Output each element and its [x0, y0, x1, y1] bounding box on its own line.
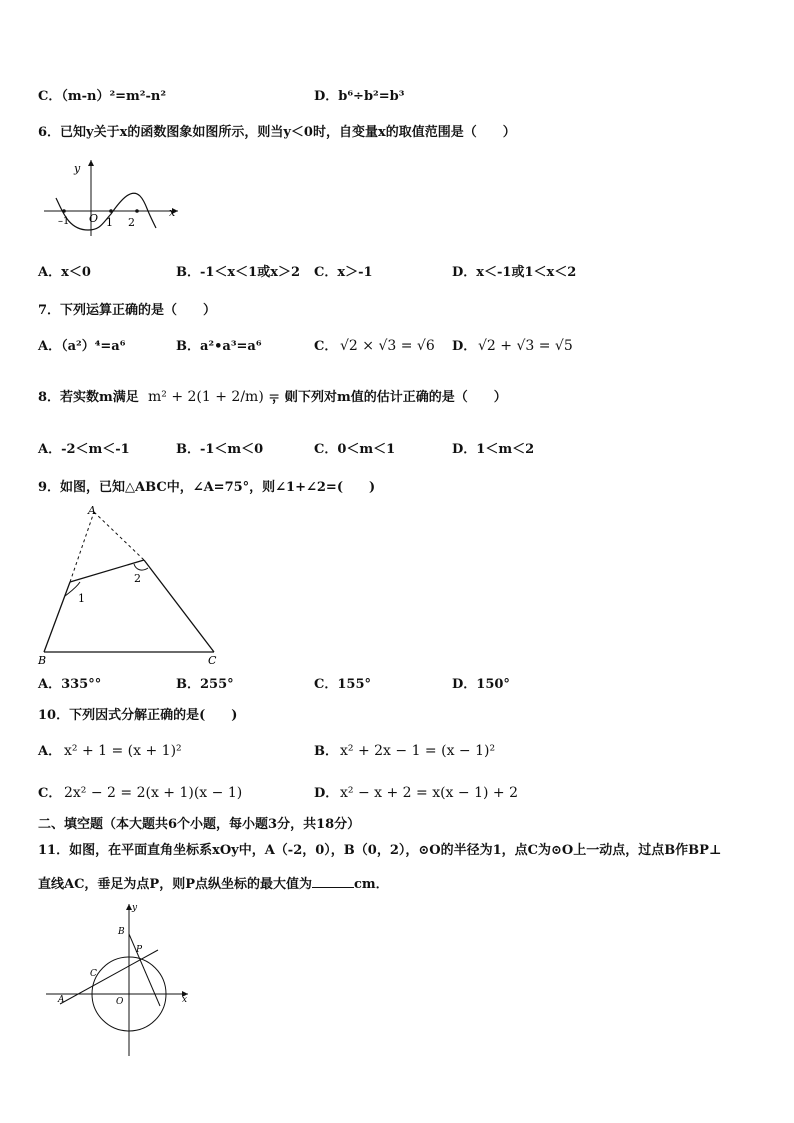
q10-option-a-label: A．	[38, 744, 62, 759]
q9-stem: 9．如图，已知△ABC中，∠A=75°，则∠1+∠2=( )	[38, 480, 376, 495]
q11-line2-after: cm．	[353, 877, 389, 892]
q6-option-b: B．-1＜x＜1或x＞2	[176, 265, 301, 280]
q10-option-c-math: 2x² − 2 = 2(x + 1)(x − 1)	[64, 785, 243, 801]
q10-option-d-label: D．	[314, 786, 339, 801]
q7-option-d-math: √2 + √3 = √5	[478, 338, 573, 354]
q7-option-c-math: √2 × √3 = √6	[340, 338, 435, 354]
q8-option-a: A．-2＜m＜-1	[38, 442, 130, 457]
q5-option-d: D．b⁶÷b²=b³	[314, 89, 405, 104]
section2-heading: 二、填空题（本大题共6个小题，每小题3分，共18分）	[38, 817, 361, 832]
q7-option-c-label: C．	[314, 339, 338, 354]
q11-answer-blank	[312, 875, 354, 888]
q6-option-c: C．x＞-1	[314, 265, 373, 280]
q9-option-b: B．255°	[176, 677, 234, 692]
q11-line2	[38, 875, 389, 893]
q6-tick-2: 2	[128, 216, 135, 229]
q6-x-label: x	[169, 206, 176, 219]
q6-option-a: A．x＜0	[38, 265, 91, 280]
q8-stem-after: ，则下列对m值的估计正确的是（ ）	[272, 390, 507, 405]
q11-label-b: B	[118, 927, 125, 937]
q11-label-x: x	[182, 995, 188, 1005]
q11-line1: 11．如图，在平面直角坐标系xOy中，A（-2，0），B（0，2），⊙O的半径为1，点C为⊙O上一动点，过点B作BP⊥	[38, 843, 722, 858]
q7-option-a: A．（a²）⁴=a⁶	[38, 339, 126, 354]
q8-stem-before: 8．若实数m满足	[38, 390, 139, 405]
q11-line2-before: 直线AC，垂足为点P，则P点纵坐标的最大值为	[38, 877, 312, 892]
q9-option-c: C．155°	[314, 677, 371, 692]
q6-tick-neg1: –1	[58, 216, 70, 227]
q6-origin-label: O	[89, 212, 99, 225]
q9-triangle-figure	[36, 502, 226, 668]
q9-option-a: A．335°°	[38, 677, 102, 692]
q6-option-d: D．x＜-1或1＜x＜2	[452, 265, 577, 280]
q9-angle-2: 2	[134, 572, 141, 585]
q7-stem: 7．下列运算正确的是（ ）	[38, 303, 217, 318]
q9-label-b: B	[38, 654, 47, 667]
q11-label-a: A	[58, 995, 65, 1005]
q10-option-a-math: x² + 1 = (x + 1)²	[64, 743, 182, 759]
q11-coordinate-figure	[40, 900, 200, 1060]
q11-label-p: P	[136, 945, 143, 955]
q9-option-d: D．150°	[452, 677, 510, 692]
q8-option-b: B．-1＜m＜0	[176, 442, 264, 457]
q10-option-b-label: B．	[314, 744, 338, 759]
q6-tick-1: 1	[106, 216, 113, 229]
q6-function-graph	[40, 158, 190, 238]
q11-label-c: C	[90, 969, 97, 979]
q10-option-c-label: C．	[38, 786, 62, 801]
q10-option-d-math: x² − x + 2 = x(x − 1) + 2	[340, 785, 518, 801]
q10-option-b-math: x² + 2x − 1 = (x − 1)²	[340, 743, 496, 759]
q8-option-c: C．0＜m＜1	[314, 442, 396, 457]
q5-option-c: C．（m-n）²=m²-n²	[38, 89, 167, 104]
q6-stem: 6．已知y关于x的函数图象如图所示，则当y＜0时，自变量x的取值范围是（ ）	[38, 125, 516, 140]
q6-y-label: y	[74, 162, 81, 175]
q8-option-d: D．1＜m＜2	[452, 442, 535, 457]
q7-option-b: B．a²•a³=a⁶	[176, 339, 262, 354]
q7-option-d-label: D．	[452, 339, 477, 354]
q9-angle-1: 1	[78, 592, 85, 605]
q9-label-c: C	[208, 654, 217, 667]
q8-stem-math: m² + 2(1 + 2/m) = 0	[148, 389, 294, 405]
q11-label-y: y	[132, 903, 138, 913]
q11-label-o: O	[116, 997, 124, 1007]
q9-label-a: A	[88, 504, 96, 517]
q10-stem: 10．下列因式分解正确的是( )	[38, 708, 238, 723]
